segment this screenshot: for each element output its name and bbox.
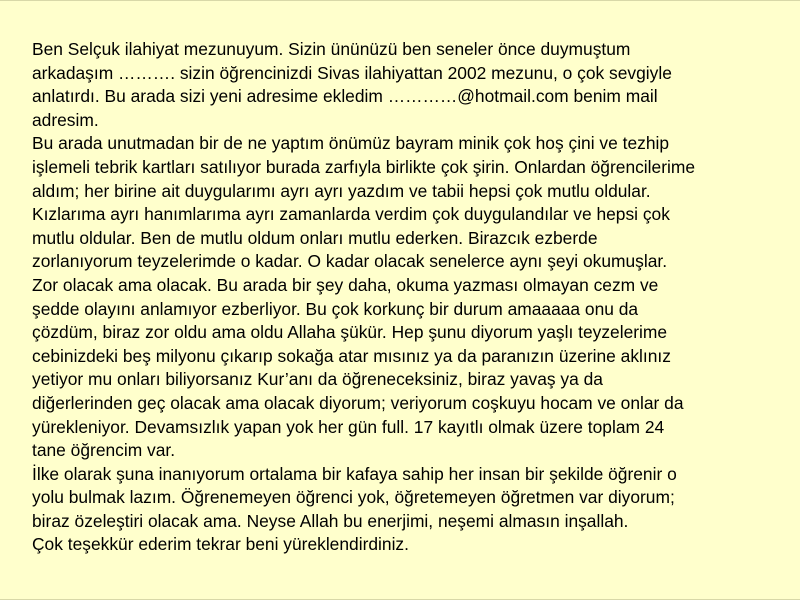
text-line: şedde olayını anlamıyor ezberliyor. Bu çok korkunç bir durum amaaaaa onu da bbox=[32, 298, 639, 319]
text-line: işlemeli tebrik kartları satılıyor burada zarfıyla birlikte çok şirin. Onlardan öğrencilerime bbox=[32, 156, 696, 177]
text-line: mutlu oldular. Ben de mutlu oldum onları mutlu ederken. Birazcık ezberde bbox=[32, 227, 598, 248]
text-line: yolu bulmak lazım. Öğrenemeyen öğrenci yok, öğretemeyen öğretmen var diyorum; bbox=[32, 487, 675, 508]
text-line: zorlanıyorum teyzelerimde o kadar. O kadar olacak senelerce aynı şeyi okumuşlar. bbox=[32, 251, 668, 272]
text-line: Ben Selçuk ilahiyat mezunuyum. Sizin ününüzü ben seneler önce duymuştum bbox=[32, 39, 631, 59]
text-line: çözdüm, biraz zor oldu ama oldu Allaha şükür. Hep şunu diyorum yaşlı teyzelerime bbox=[32, 322, 668, 343]
text-line: Zor olacak ama olacak. Bu arada bir şey daha, okuma yazması olmayan cezm ve bbox=[32, 274, 659, 295]
text-line: Çok teşekkür ederim tekrar beni yüreklendirdiniz. bbox=[32, 534, 409, 555]
text-line: cebinizdeki beş milyonu çıkarıp sokağa atar mısınız ya da paranızın üzerine aklınız bbox=[32, 345, 671, 366]
text-line: biraz özeleştiri olacak ama. Neyse Allah bu enerjimi, neşemi almasın inşallah. bbox=[32, 510, 629, 531]
text-line: adresim. bbox=[32, 109, 99, 130]
text-line: tane öğrencim var. bbox=[32, 440, 176, 461]
text-line: İlke olarak şuna inanıyorum ortalama bir kafaya sahip her insan bir şekilde öğrenir o bbox=[32, 463, 677, 484]
text-line: yetiyor mu onları biliyorsanız Kur’anı da öğreneceksiniz, biraz yavaş ya da bbox=[32, 369, 603, 390]
letter-text bbox=[32, 38, 794, 557]
text-line: yürekleniyor. Devamsızlık yapan yok her gün full. 17 kayıtlı olmak üzere toplam 24 bbox=[32, 416, 665, 437]
text-line: diğerlerinden geç olacak ama olacak diyorum; veriyorum coşkuyu hocam ve onlar da bbox=[32, 392, 684, 413]
text-line: Kızlarıma ayrı hanımlarıma ayrı zamanlarda verdim çok duygulandılar ve hepsi çok bbox=[32, 204, 670, 225]
text-line: arkadaşım ………. sizin öğrencinizdi Sivas ilahiyattan 2002 mezunu, o çok sevgiyle bbox=[32, 62, 672, 83]
text-line: aldım; her birine ait duygularımı ayrı ayrı yazdım ve tabii hepsi çok mutlu oldular. bbox=[32, 180, 651, 201]
text-line: anlatırdı. Bu arada sizi yeni adresime ekledim …………@hotmail.com benim mail bbox=[32, 86, 658, 107]
text-line: Bu arada unutmadan bir de ne yaptım önümüz bayram minik çok hoş çini ve tezhip bbox=[32, 133, 670, 154]
